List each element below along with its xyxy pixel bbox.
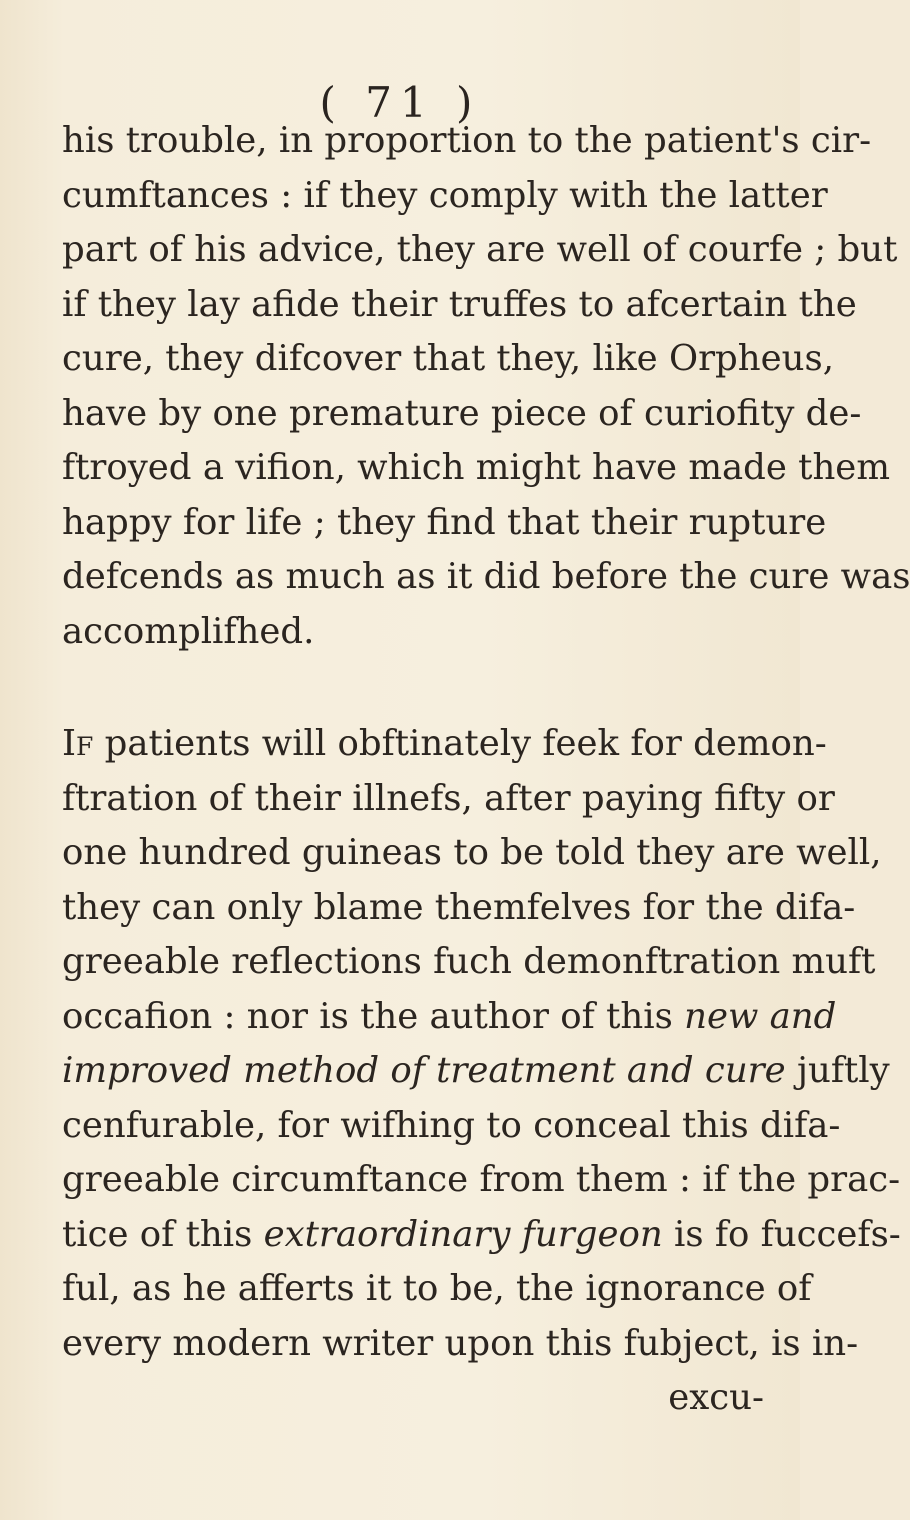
text-line: [62, 605, 778, 660]
line-text: one hundred guineas to be told they are well,: [62, 832, 882, 873]
line-text: ful, as he afferts it to be, the ignorance of: [62, 1268, 812, 1309]
text-line: [62, 935, 876, 990]
text-line: [62, 169, 828, 224]
line-text: cenfurable, for wifhing to conceal this difa-: [62, 1104, 841, 1146]
text-line: [62, 550, 910, 605]
line-text: patients will obftinately feek for demon-: [93, 723, 827, 764]
line-text: his trouble, in proportion to the patient's cir-: [62, 120, 872, 161]
text-line: [62, 1153, 901, 1208]
paragraph: [62, 717, 901, 1371]
line-text: is fo fuccefs-: [662, 1213, 901, 1255]
text-line: [62, 1044, 890, 1099]
body-text: [62, 114, 910, 1426]
line-text: they can only blame themfelves for the difa-: [62, 886, 856, 928]
catchword: excu-: [668, 1377, 764, 1418]
page-number: ( 71 ): [319, 78, 481, 127]
paragraph-gap: [62, 659, 778, 717]
line-text: if they lay afide their truffes to afcertain the: [62, 283, 857, 325]
line-text: ftroyed a vifion, which might have made them: [62, 447, 890, 488]
line-text: every modern writer upon this fubject, is in-: [62, 1322, 859, 1364]
line-text: happy for life ; they find that their rupture: [62, 501, 827, 543]
text-line: [62, 772, 835, 827]
text-line: [62, 496, 827, 551]
small-caps-text: If: [62, 723, 94, 764]
line-text: tice of this: [62, 1213, 264, 1255]
text-line: [62, 278, 857, 333]
text-line: [62, 441, 890, 496]
text-line: [62, 114, 872, 169]
text-line: [62, 717, 827, 772]
text-line: [62, 1208, 901, 1263]
line-text: part of his advice, they are well of courfe ; but: [62, 229, 898, 270]
line-text: cumftances : if they comply with the latter: [62, 174, 828, 216]
text-line: [62, 1099, 841, 1154]
text-line: [62, 1262, 812, 1317]
paragraph: [62, 114, 910, 659]
text-line: [62, 826, 882, 881]
italic-text: new and: [684, 995, 837, 1037]
text-line: [62, 223, 898, 278]
line-text: greeable circumftance from them : if the prac-: [62, 1159, 901, 1200]
italic-text: improved method of treatment and cure: [62, 1050, 786, 1091]
text-line: [62, 990, 837, 1045]
line-text: juftly: [785, 1050, 890, 1091]
line-text: defcends as much as it did before the cure was: [62, 556, 910, 597]
text-line: [62, 332, 835, 387]
text-line: [62, 387, 862, 442]
line-text: have by one premature piece of curiofity de-: [62, 392, 862, 434]
text-line: [62, 881, 856, 936]
line-text: occafion : nor is the author of this: [62, 995, 685, 1037]
line-text: cure, they difcover that they, like Orpheus,: [62, 338, 835, 379]
line-text: greeable reflections fuch demonftration muft: [62, 941, 876, 982]
line-text: ftration of their illnefs, after paying fifty or: [62, 777, 835, 819]
text-line: [62, 1317, 859, 1372]
italic-text: extraordinary furgeon: [263, 1213, 663, 1255]
line-text: accomplifhed.: [62, 610, 315, 652]
